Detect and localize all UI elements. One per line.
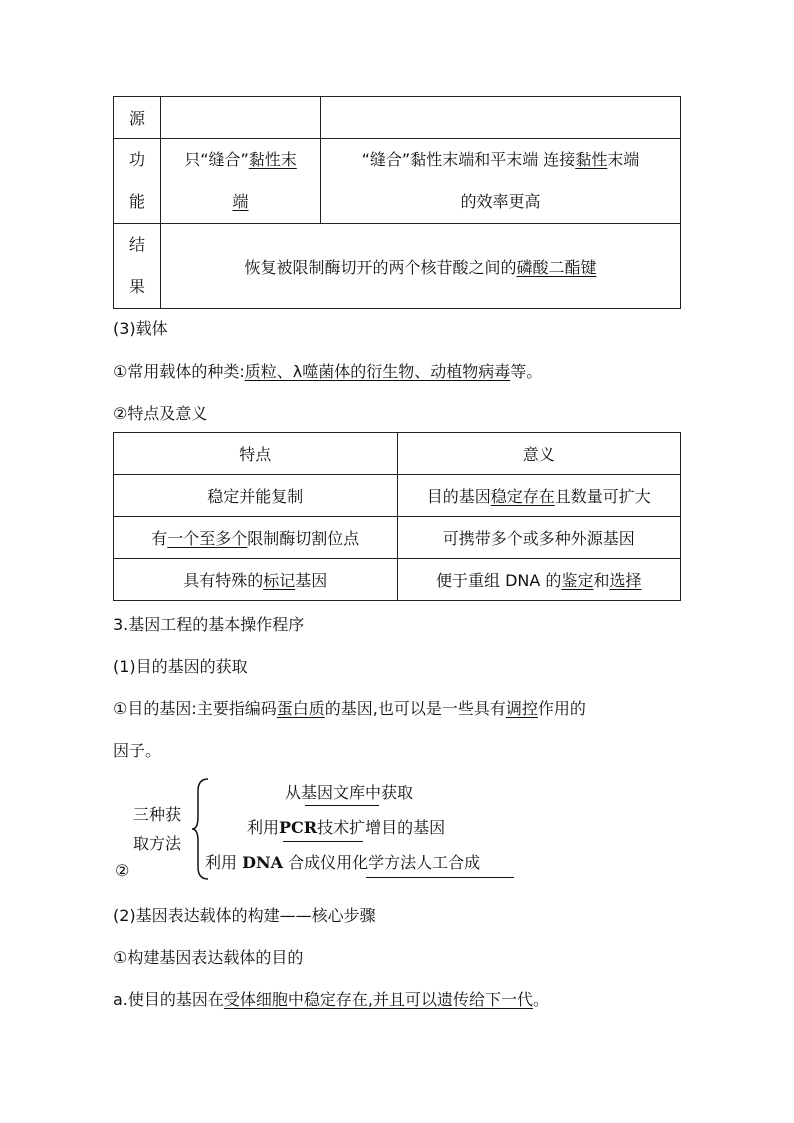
underlined-answer: 质粒、λ噬菌体的衍生物、动植物病毒 <box>244 362 511 381</box>
header-char: 功 <box>128 150 145 169</box>
bold-term: PCR <box>279 818 318 837</box>
cell-text: 稳定并能复制 <box>207 487 304 506</box>
cell-text: 和 <box>593 571 610 590</box>
cell-text: 恢复被限制酶切开的两个核苷酸之间的 <box>244 257 517 277</box>
section-heading: 3.基因工程的基本操作程序 <box>113 615 305 634</box>
cell-text: 便于重组 DNA 的 <box>436 571 562 590</box>
table-row <box>114 224 681 309</box>
circle-number: ② <box>115 861 130 880</box>
table-header-row <box>114 433 681 475</box>
table-cell <box>114 559 398 601</box>
row-header-result <box>114 224 161 309</box>
features-title: ②特点及意义 <box>113 404 208 423</box>
label-text: 三种获 <box>133 805 182 824</box>
cell-text: 的效率更高 <box>460 192 541 211</box>
carrier-types-line <box>113 359 542 382</box>
table-cell <box>321 139 681 224</box>
underlined-answer: 黏性末 <box>248 150 297 169</box>
method-3 <box>205 850 480 873</box>
text: 等。 <box>510 362 543 381</box>
underlined-answer: 端 <box>232 192 249 211</box>
bold-term: DNA <box>242 853 284 872</box>
cell-text: 目的基因 <box>426 487 491 506</box>
cell-text: 具有特殊的 <box>183 571 264 590</box>
underlined-answer: 鉴定 <box>561 571 594 590</box>
cell-text: 基因 <box>295 571 328 590</box>
target-gene-line <box>113 696 586 719</box>
enzyme-comparison-table <box>113 96 681 309</box>
purpose-title: ①构建基因表达载体的目的 <box>113 948 304 967</box>
section-heading: (3)载体 <box>113 319 168 338</box>
cell-text: 只“缝合” <box>184 150 249 169</box>
method-1: 从基因文库中获取 <box>285 783 414 802</box>
answer-text: 化学方法人工合成 <box>352 853 481 872</box>
underlined-answer: 标记 <box>263 571 296 590</box>
table-cell <box>161 97 321 139</box>
text: 合成仪用 <box>283 853 353 872</box>
table-row <box>114 139 681 224</box>
table-cell <box>161 139 321 224</box>
row-header-function <box>114 139 161 224</box>
underlined-answer: 蛋白质 <box>276 699 325 718</box>
text: ①常用载体的种类: <box>113 362 245 381</box>
underlined-answer: 黏性 <box>575 150 608 169</box>
text: 。 <box>533 990 550 1009</box>
section-heading: (1)目的基因的获取 <box>113 657 248 676</box>
target-gene-line2: 因子。 <box>113 741 162 760</box>
cell-text: 可携带多个或多种外源基因 <box>442 529 635 548</box>
text: 利用 <box>205 853 243 872</box>
cell-text: 限制酶切割位点 <box>247 529 360 548</box>
table-row <box>114 475 681 517</box>
cell-text: 且数量可扩大 <box>554 487 651 506</box>
underlined-answer: 磷酸二酯键 <box>516 257 597 277</box>
text: a.使目的基因在 <box>113 990 224 1009</box>
table-cell <box>114 475 398 517</box>
table-cell <box>114 517 398 559</box>
text: ①目的基因:主要指编码 <box>113 699 277 718</box>
table-cell <box>161 224 681 309</box>
table-cell <box>397 559 681 601</box>
column-header: 特点 <box>114 433 398 475</box>
section-heading: (2)基因表达载体的构建——核心步骤 <box>113 906 376 925</box>
table-row <box>114 559 681 601</box>
table-row <box>114 517 681 559</box>
underlined-answer: 稳定存在 <box>490 487 555 506</box>
table-cell <box>397 517 681 559</box>
carrier-features-table <box>113 432 681 601</box>
answer-underline <box>283 841 363 842</box>
table-row <box>114 97 681 139</box>
underlined-answer: 受体细胞中稳定存在,并且可以遗传给下一代 <box>223 990 533 1009</box>
table-cell <box>397 475 681 517</box>
row-header-source: 源 <box>114 97 161 139</box>
cell-text: “缝合”黏性末端和平末端 连接 <box>361 150 576 169</box>
header-char: 果 <box>128 277 145 296</box>
text: 的基因,也可以是一些具有 <box>324 699 506 718</box>
table-cell <box>321 97 681 139</box>
method-2 <box>247 815 445 838</box>
answer-underline <box>366 877 514 878</box>
purpose-a-line <box>113 987 549 1010</box>
methods-label <box>133 800 181 858</box>
underlined-answer: 选择 <box>609 571 642 590</box>
label-text: 取方法 <box>133 834 182 853</box>
text: 技术扩增目的基因 <box>317 818 446 837</box>
text: 利用 <box>247 818 280 837</box>
header-char: 能 <box>128 192 145 211</box>
underlined-answer: 一个至多个 <box>167 529 248 548</box>
answer-underline <box>305 805 379 806</box>
header-char: 结 <box>128 235 145 254</box>
underlined-answer: 调控 <box>505 699 538 718</box>
text: 作用的 <box>537 699 586 718</box>
column-header: 意义 <box>397 433 681 475</box>
cell-text: 末端 <box>607 150 640 169</box>
cell-text: 有 <box>151 529 168 548</box>
